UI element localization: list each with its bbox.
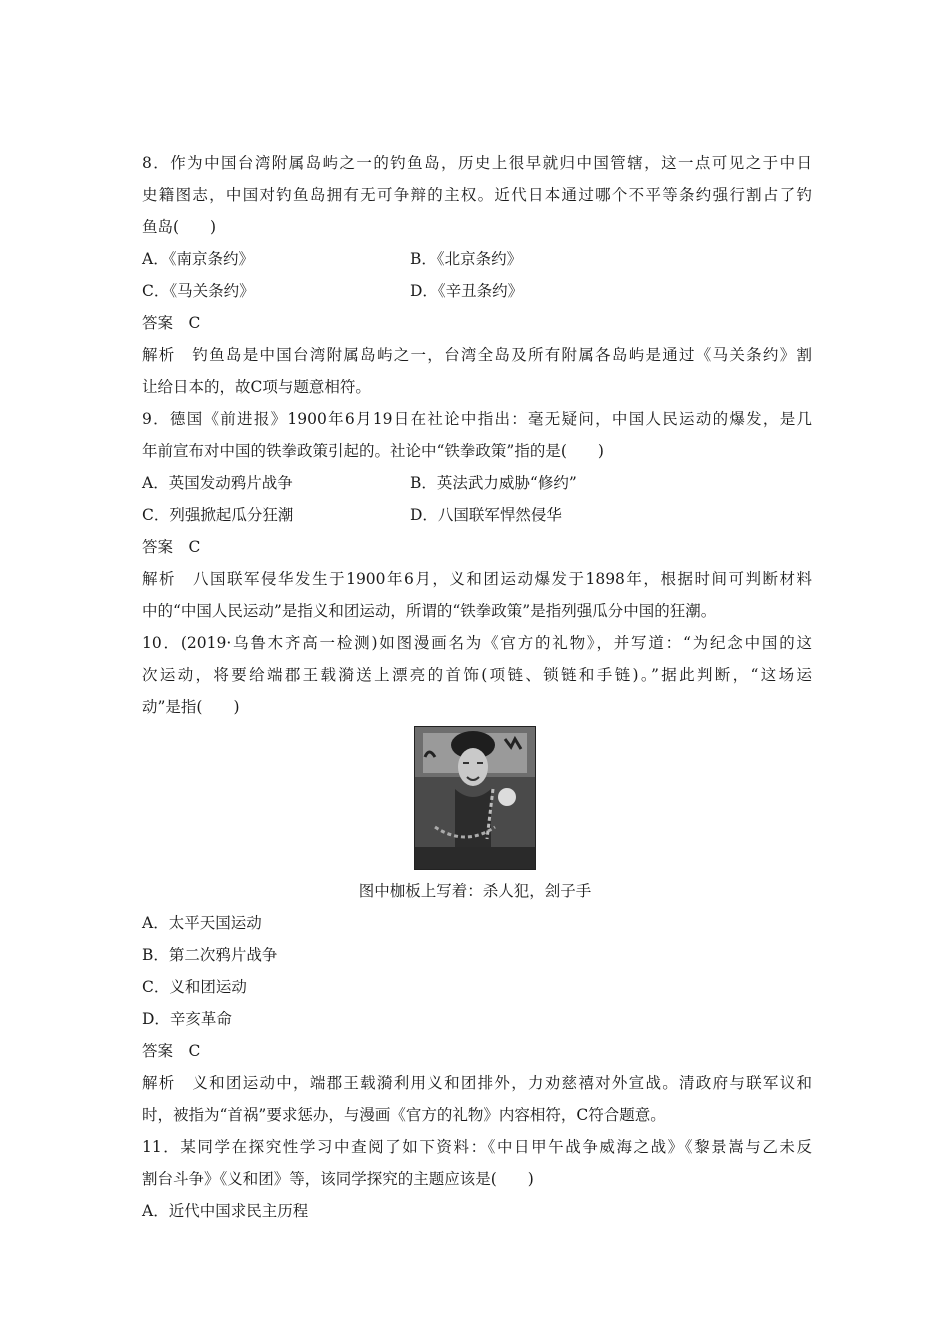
q10-stem-line-2: 次运动，将要给端郡王载漪送上漂亮的首饰(项链、锁链和手链)。”据此判断，“这场运	[142, 666, 812, 684]
q9-analysis-line-2: 中的“中国人民运动”是指义和团运动，所谓的“铁拳政策”是指列强瓜分中国的狂潮。	[142, 602, 717, 620]
q9-option-c: C．列强掀起瓜分狂潮	[142, 506, 294, 524]
q11-stem-line-1: 11．某同学在探究性学习中查阅了如下资料：《中日甲午战争威海之战》《黎景嵩与乙未反	[142, 1138, 812, 1156]
q10-answer: 答案 C	[142, 1042, 201, 1060]
q11-option-a: A．近代中国求民主历程	[142, 1202, 309, 1220]
q8-option-d: D．《辛丑条约》	[410, 282, 524, 300]
q8-stem-line-3: 鱼岛( )	[142, 218, 217, 236]
cartoon-official-gift-image	[414, 726, 536, 870]
q10-option-d: D．辛亥革命	[142, 1010, 232, 1028]
q8-option-b: B．《北京条约》	[410, 250, 523, 268]
q9-stem-line-2: 年前宣布对中国的铁拳政策引起的。社论中“铁拳政策”指的是( )	[142, 442, 604, 460]
q10-analysis-line-2: 时，被指为“首祸”要求惩办，与漫画《官方的礼物》内容相符，C符合题意。	[142, 1106, 666, 1124]
q10-stem-line-1: 10．(2019·乌鲁木齐高一检测)如图漫画名为《官方的礼物》，并写道：“为纪念中国的这	[142, 634, 812, 652]
q8-option-a: A．《南京条约》	[142, 250, 254, 268]
q10-stem-line-3: 动”是指( )	[142, 698, 240, 716]
q11-stem-line-2: 割台斗争》《义和团》等，该同学探究的主题应该是( )	[142, 1170, 534, 1188]
figure-caption: 图中枷板上写着：杀人犯，刽子手	[358, 882, 592, 900]
q8-analysis-line-2: 让给日本的，故C项与题意相符。	[142, 378, 371, 396]
q10-option-c: C．义和团运动	[142, 978, 247, 996]
q9-stem-line-1: 9．德国《前进报》1900年6月19日在社论中指出：毫无疑问，中国人民运动的爆发，是几	[142, 410, 812, 428]
q8-analysis-line-1: 解析 钓鱼岛是中国台湾附属岛屿之一，台湾全岛及所有附属各岛屿是通过《马关条约》割	[142, 346, 812, 364]
q8-stem-line-2: 史籍图志，中国对钓鱼岛拥有无可争辩的主权。近代日本通过哪个不平等条约强行割占了钓	[142, 186, 812, 204]
q8-option-c: C．《马关条约》	[142, 282, 255, 300]
q8-stem-line-1: 8．作为中国台湾附属岛屿之一的钓鱼岛，历史上很早就归中国管辖，这一点可见之于中日	[142, 154, 812, 172]
q9-option-a: A．英国发动鸦片战争	[142, 474, 293, 492]
q10-option-a: A．太平天国运动	[142, 914, 262, 932]
q9-option-b: B．英法武力威胁“修约”	[410, 474, 577, 492]
q8-answer: 答案 C	[142, 314, 201, 332]
q9-analysis-line-1: 解析 八国联军侵华发生于1900年6月，义和团运动爆发于1898年，根据时间可判断材料	[142, 570, 812, 588]
q9-option-d: D．八国联军悍然侵华	[410, 506, 562, 524]
q10-analysis-line-1: 解析 义和团运动中，端郡王载漪利用义和团排外，力劝慈禧对外宣战。清政府与联军议和	[142, 1074, 812, 1092]
q10-option-b: B．第二次鸦片战争	[142, 946, 278, 964]
q9-answer: 答案 C	[142, 538, 201, 556]
